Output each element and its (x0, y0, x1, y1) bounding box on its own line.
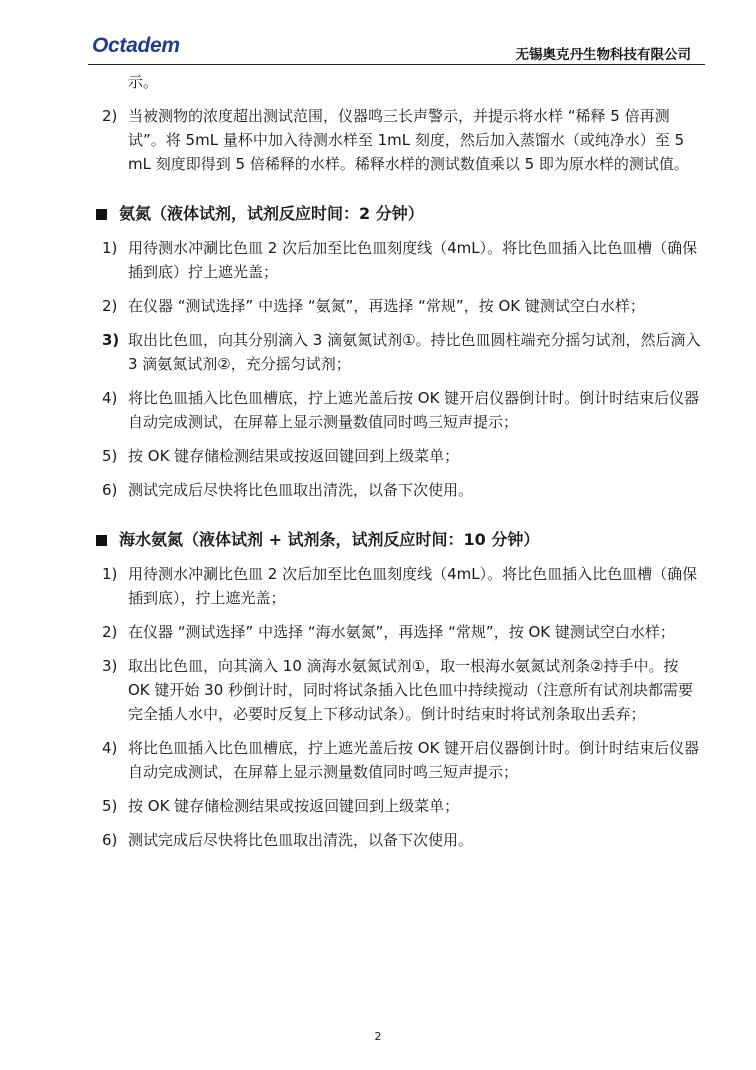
list-item (102, 386, 702, 434)
document-body (102, 70, 702, 862)
list-item (102, 328, 702, 376)
item-text: 取出比色皿，向其滴入 10 滴海水氨氮试剂①，取一根海水氨氮试剂条②持手中。按 OK 键开始 30 秒倒计时，同时将试条插入比色皿中持续搅动（注意所有试剂块都需要完全插人水中，必要时反复上下移动试条）。倒计时结束时将试剂条取出丢弃； (128, 657, 694, 723)
item-text: 按 OK 键存储检测结果或按返回键回到上级菜单； (128, 447, 460, 465)
list-item (102, 828, 702, 852)
section-title: 海水氨氮（液体试剂 + 试剂条，试剂反应时间：10 分钟） (119, 530, 540, 549)
item-text: 取出比色皿，向其分别滴入 3 滴氨氮试剂①。持比色皿圆柱端充分摇匀试剂，然后滴入 3 滴氨氮试剂②，充分摇匀试剂； (128, 331, 701, 373)
item-text: 按 OK 键存储检测结果或按返回键回到上级菜单； (128, 797, 460, 815)
list-item (102, 444, 702, 468)
company-name: 无锡奥克丹生物科技有限公司 (515, 47, 691, 63)
item-text: 将比色皿插入比色皿槽底，拧上遮光盖后按 OK 键开启仪器倒计时。倒计时结束后仪器自动完成测试，在屏幕上显示测量数值同时鸣三短声提示； (128, 739, 700, 781)
list-item (102, 294, 702, 318)
octadem-logo: Octadem (92, 34, 180, 57)
item-number: 6) (102, 481, 118, 499)
item-number: 1) (102, 239, 118, 257)
list-item (102, 236, 702, 284)
item-number: 2) (102, 623, 118, 641)
page-header (88, 32, 705, 65)
list-item (102, 478, 702, 502)
item-number: 4) (102, 739, 118, 757)
section-title: 氨氮（液体试剂，试剂反应时间：2 分钟） (119, 204, 424, 223)
item-number: 2) (102, 107, 118, 125)
continuation-text: 示。 (128, 73, 159, 91)
item-text: 当被测物的浓度超出测试范围，仪器鸣三长声警示，并提示将水样 “稀释 5 倍再测试”。将 5mL 量杯中加入待测水样至 1mL 刻度，然后加入蒸馏水（或纯净水）至 5 mL 刻度即得到 5 倍稀释的水样。稀释水样的测试数值乘以 5 即为原水样的测试值。 (128, 107, 689, 173)
item-text: 将比色皿插入比色皿槽底，拧上遮光盖后按 OK 键开启仪器倒计时。倒计时结束后仪器自动完成测试，在屏幕上显示测量数值同时鸣三短声提示； (128, 389, 700, 431)
item-text: 在仪器 “测试选择” 中选择 “氨氮”，再选择 “常规”，按 OK 键测试空白水样； (128, 297, 645, 315)
list-item (102, 794, 702, 818)
list-item (102, 620, 702, 644)
list-item (102, 654, 702, 726)
list-item (102, 104, 702, 176)
item-number: 2) (102, 297, 118, 315)
page-number: 2 (374, 1030, 382, 1043)
bullet-square-icon (96, 209, 107, 220)
item-number: 3) (102, 331, 120, 349)
item-text: 用待测水冲涮比色皿 2 次后加至比色皿刻度线（4mL）。将比色皿插入比色皿槽（确保插到底）拧上遮光盖； (128, 239, 698, 281)
item-text: 在仪器 “测试选择” 中选择 “海水氨氮”，再选择 “常规”，按 OK 键测试空白水样； (128, 623, 675, 641)
item-number: 1) (102, 565, 118, 583)
list-item (102, 562, 702, 610)
item-number: 5) (102, 797, 118, 815)
item-text: 测试完成后尽快将比色皿取出清洗，以备下次使用。 (128, 481, 474, 499)
item-number: 4) (102, 389, 118, 407)
item-number: 5) (102, 447, 118, 465)
section-heading-ammonia (96, 202, 702, 226)
item-number: 6) (102, 831, 118, 849)
bullet-square-icon (96, 535, 107, 546)
item-text: 测试完成后尽快将比色皿取出清洗，以备下次使用。 (128, 831, 474, 849)
list-item (102, 736, 702, 784)
item-number: 3) (102, 657, 118, 675)
item-text: 用待测水冲涮比色皿 2 次后加至比色皿刻度线（4mL）。将比色皿插入比色皿槽（确保插到底），拧上遮光盖； (128, 565, 698, 607)
section-heading-seawater-ammonia (96, 528, 702, 552)
